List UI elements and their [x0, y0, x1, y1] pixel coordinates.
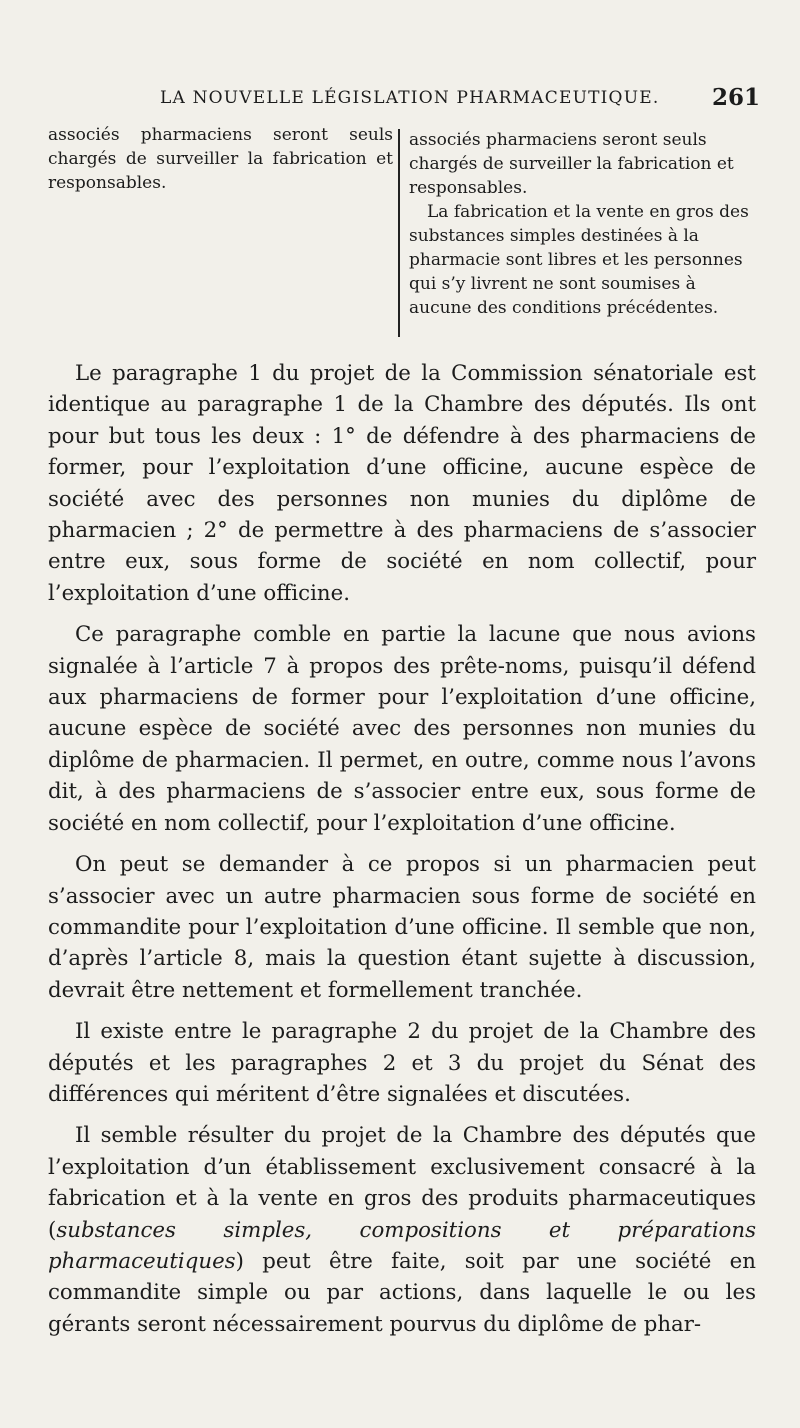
right-column-paragraph-2: La fabrication et la vente en gros des substances simples destinées à la pharmacie sont libres et les personnes qui s’y livrent ne sont soumises à aucune des conditions précédentes. [409, 202, 749, 318]
paragraph-1: Le paragraphe 1 du projet de la Commission sénatoriale est identique au paragraphe 1 de la Chambre des députés. Ils ont pour but tous les deux : 1° de défendre à des pharmaciens de former, pour l’exploitation d’une officine, aucune espèce de société avec des personnes non munies du diplôme de pharmacien ; 2° de permettre à des pharmaciens de s’associer entre eux, sous forme de société en nom collectif, pour l’exploitation d’une officine. [48, 361, 756, 606]
left-column [48, 123, 393, 195]
body-text [48, 358, 756, 1340]
paragraph-5-part-b: ) peut être faite, soit par une société en commandite simple ou par actions, dans laquelle le ou les gérants seront nécessairement pourvus du diplôme de phar- [48, 1248, 756, 1337]
right-column [409, 128, 760, 320]
paragraph-5-part-a: Il semble résulter du projet de la Chambre des députés que l’exploitation d’un établissement exclusivement consacré à la fabrication et à la vente en gros des produits pharmaceutiques ( [48, 1123, 756, 1243]
comparison-columns [48, 123, 760, 345]
paragraph-5 [48, 1120, 756, 1340]
column-divider [398, 129, 400, 337]
left-column-text: associés pharmaciens seront seuls chargés de surveiller la fabrication et responsables. [48, 125, 393, 193]
paragraph-3: On peut se demander à ce propos si un pharmacien peut s’associer avec un autre pharmacien sous forme de société en commandite pour l’exploitation d’une officine. Il semble que non, d’après l’article 8, mais la question étant sujette à discussion, devrait être nettement et formellement tranchée. [48, 852, 756, 1003]
paragraph-5-italic: substances simples, compositions et préparations pharmaceutiques [48, 1217, 756, 1274]
page-header [160, 84, 760, 118]
page-number: 261 [711, 84, 760, 111]
running-title: LA NOUVELLE LÉGISLATION PHARMACEUTIQUE. [160, 88, 660, 108]
paragraph-2: Ce paragraphe comble en partie la lacune que nous avions signalée à l’article 7 à propos des prête-noms, puisqu’il défend aux pharmaciens de former pour l’exploitation d’une officine, aucune espèce de société avec des personnes non munies du diplôme de pharmacien. Il permet, en outre, comme nous l’avons dit, à des pharmaciens de s’associer entre eux, sous forme de société en nom collectif, pour l’exploitation d’une officine. [48, 622, 756, 836]
right-column-paragraph-1: associés pharmaciens seront seuls chargés de surveiller la fabrication et responsables. [409, 130, 734, 198]
paragraph-4: Il existe entre le paragraphe 2 du projet de la Chambre des députés et les paragraphes 2 et 3 du projet du Sénat des différences qui méritent d’être signalées et discutées. [48, 1019, 756, 1107]
